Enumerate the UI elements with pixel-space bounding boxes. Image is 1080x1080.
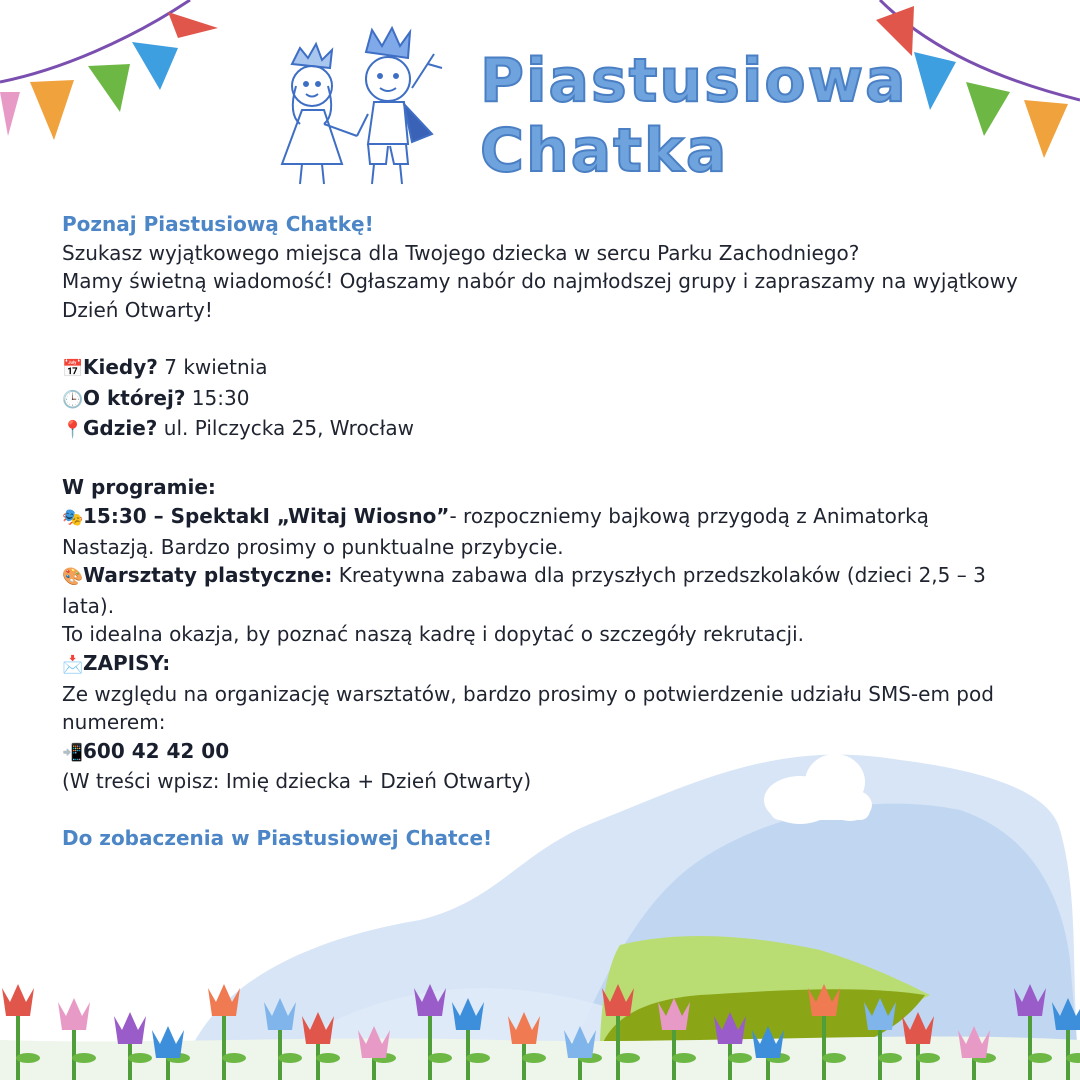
signup-text: Ze względu na organizację warsztatów, bardzo prosimy o potwierdzenie udziału SMS-em pod numerem: [62,681,994,735]
where-value: ul. Pilczycka 25, Wrocław [157,416,414,441]
program-item-2-label: Warsztaty plastyczne: [83,563,333,588]
brand-title-line1: Piastusiowa [480,46,908,116]
brand-title [480,48,920,184]
program-item-2-text: Kreatywna zabawa dla przyszłych przedszkolaków (dzieci 2,5 – 3 lata). [62,563,986,618]
flag-blue-left [132,42,178,90]
phone-arrow-icon: 📲 [62,742,84,763]
flag-orange-left [30,80,74,140]
detail-when [62,353,1022,384]
signup-phone-row [62,737,1022,768]
signup-heading-row [62,649,1022,680]
flag-pink-left [0,92,20,136]
intro-line2: Mamy świetną wiadomość! Ogłaszamy nabór do najmłodszej grupy i zapraszamy na wyjątkowy Dzień Otwarty! [62,269,1018,322]
flag-green-right [966,82,1010,136]
where-label: Gdzie? [83,416,158,441]
palette-icon: 🎨 [62,567,84,588]
intro-line1: Szukasz wyjątkowego miejsca dla Twojego dziecka w sercu Parku Zachodniego? [62,240,860,265]
detail-time [62,384,1022,415]
clock-icon: 🕒 [62,389,84,410]
when-label: Kiedy? [83,354,158,379]
announcement-text [62,210,1022,853]
program-item-2 [62,561,1022,620]
signup-hint: (W treści wpisz: Imię dziecka + Dzień Otwarty) [62,769,532,794]
closing-text: Do zobaczenia w Piastusiowej Chatce! [62,826,493,851]
intro-heading: Poznaj Piastusiową Chatkę! [62,212,374,236]
flag-orange-right [1024,100,1068,158]
kids-logo-illustration [272,24,452,194]
calendar-icon: 📅 [62,358,84,379]
brand-title-line2: Chatka [480,116,729,186]
time-label: O której? [83,385,186,410]
flag-green-left [88,64,130,112]
program-heading: W programie: [62,475,216,500]
signup-heading: ZAPISY: [83,650,171,675]
flag-blue-right [914,52,956,110]
signup-phone[interactable]: 600 42 42 00 [83,738,230,763]
program-item-1-text: - rozpoczniemy bajkową przygodą z Animatorką Nastazją. Bardzo prosimy o punktualne przybycie. [62,503,929,559]
theater-masks-icon: 🎭 [62,507,84,528]
program-item-1-label: 15:30 – SpektakI „Witaj Wiosno” [83,503,450,528]
flag-red-left [168,12,218,38]
time-value: 15:30 [185,385,250,410]
program-note: To idealna okazja, by poznać naszą kadrę i dopytać o szczegóły rekrutacji. [62,622,805,647]
program-item-1 [62,502,1022,561]
detail-where [62,414,1022,445]
when-value: 7 kwietnia [157,354,268,379]
inbox-download-icon: 📩 [62,654,84,675]
pin-icon: 📍 [62,420,84,441]
